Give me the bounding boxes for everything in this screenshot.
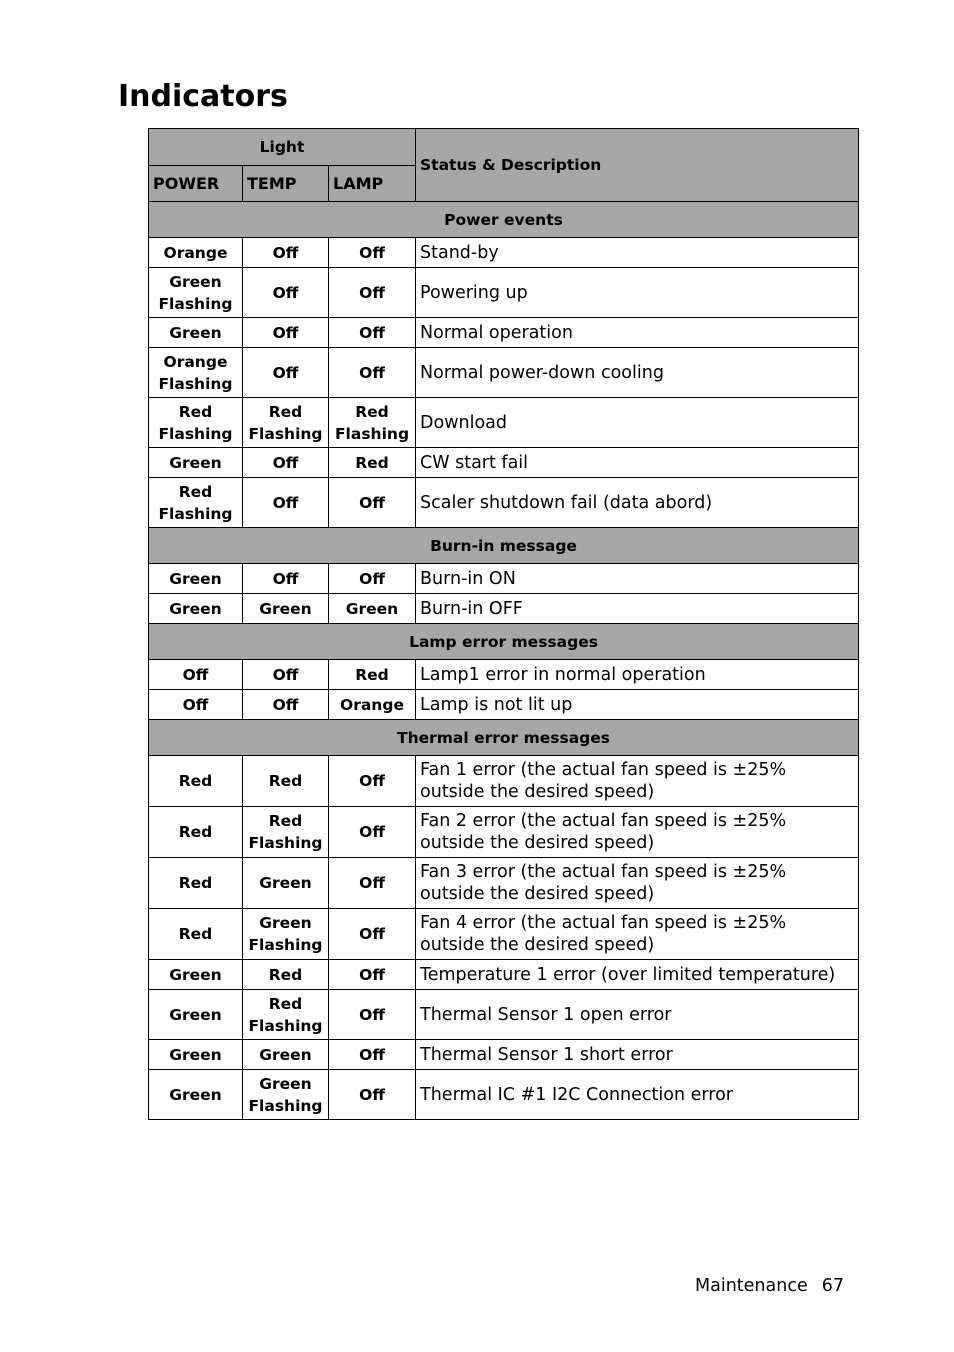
light-state: Off [359, 925, 385, 943]
light-state: Off [272, 363, 299, 382]
table-row [149, 1070, 859, 1120]
light-state: Off [182, 665, 209, 684]
light-state: Flashing [248, 424, 323, 443]
light-state: Flashing [334, 424, 410, 443]
page-title: Indicators [118, 79, 288, 114]
cell-lamp [329, 807, 416, 858]
section-row [149, 528, 859, 564]
cell-description: Download [416, 398, 859, 448]
cell-lamp [329, 990, 416, 1040]
section-row [149, 624, 859, 660]
light-state: Flashing [158, 374, 233, 393]
light-state: Off [359, 493, 385, 512]
light-state: Flashing [158, 424, 233, 443]
light-state: Flashing [248, 834, 323, 852]
header-light: Light [149, 129, 416, 166]
section-row [149, 720, 859, 756]
cell-power [149, 690, 243, 720]
cell-temp [243, 478, 329, 528]
light-state: Green [169, 599, 222, 618]
indicators-table [148, 128, 859, 1120]
cell-lamp [329, 348, 416, 398]
cell-lamp [329, 448, 416, 478]
light-state: Red [355, 402, 389, 421]
cell-description: Fan 1 error (the actual fan speed is ±25% outside the desired speed) [416, 756, 859, 807]
cell-power [149, 398, 243, 448]
section-title: Thermal error messages [149, 720, 859, 756]
section-title: Lamp error messages [149, 624, 859, 660]
cell-lamp [329, 756, 416, 807]
cell-lamp [329, 318, 416, 348]
light-state: Off [272, 695, 299, 714]
cell-lamp [329, 960, 416, 990]
light-state: Red [268, 402, 303, 421]
light-state: Off [359, 569, 385, 588]
light-state: Green [259, 914, 312, 932]
cell-power [149, 594, 243, 624]
cell-description: Lamp is not lit up [416, 690, 859, 720]
cell-description: Scaler shutdown fail (data abord) [416, 478, 859, 528]
light-state: Flashing [158, 294, 233, 313]
light-state: Red [355, 453, 389, 472]
light-state: Off [359, 965, 385, 984]
section-title: Burn-in message [149, 528, 859, 564]
cell-description: Thermal Sensor 1 open error [416, 990, 859, 1040]
section-title: Power events [149, 202, 859, 238]
cell-lamp [329, 478, 416, 528]
cell-lamp [329, 564, 416, 594]
cell-temp [243, 690, 329, 720]
light-state: Green [259, 599, 312, 618]
cell-description: Lamp1 error in normal operation [416, 660, 859, 690]
table-row [149, 660, 859, 690]
light-state: Green [345, 599, 399, 618]
cell-temp [243, 1040, 329, 1070]
cell-lamp [329, 594, 416, 624]
cell-description: Thermal Sensor 1 short error [416, 1040, 859, 1070]
header-power: POWER [149, 166, 243, 202]
light-state: Off [359, 823, 385, 841]
light-state: Red [178, 823, 213, 841]
light-state: Off [272, 665, 299, 684]
table-row [149, 1040, 859, 1070]
light-state: Off [272, 569, 299, 588]
light-state: Off [272, 283, 299, 302]
cell-temp [243, 990, 329, 1040]
light-state: Green [259, 1045, 312, 1064]
section-row [149, 202, 859, 238]
table-row [149, 990, 859, 1040]
light-state: Red [268, 994, 303, 1013]
light-state: Red [178, 402, 213, 421]
cell-temp [243, 807, 329, 858]
cell-description: Stand-by [416, 238, 859, 268]
cell-temp [243, 1070, 329, 1120]
light-state: Off [359, 772, 385, 790]
light-state: Red [178, 874, 213, 892]
cell-power [149, 990, 243, 1040]
cell-power [149, 1070, 243, 1120]
cell-power [149, 478, 243, 528]
cell-description: Powering up [416, 268, 859, 318]
light-state: Red [268, 812, 303, 830]
light-state: Orange [163, 352, 228, 371]
cell-power [149, 858, 243, 909]
cell-lamp [329, 690, 416, 720]
table-row [149, 268, 859, 318]
cell-power [149, 448, 243, 478]
cell-temp [243, 238, 329, 268]
light-state: Green [169, 453, 222, 472]
cell-description: Temperature 1 error (over limited temperature) [416, 960, 859, 990]
cell-temp [243, 858, 329, 909]
header-status-description: Status & Description [416, 129, 859, 202]
cell-power [149, 660, 243, 690]
cell-power [149, 909, 243, 960]
light-state: Red [355, 665, 389, 684]
cell-power [149, 807, 243, 858]
light-state: Off [272, 323, 299, 342]
light-state: Red [178, 482, 213, 501]
table-row [149, 398, 859, 448]
light-state: Off [272, 453, 299, 472]
cell-lamp [329, 268, 416, 318]
cell-description: Fan 4 error (the actual fan speed is ±25% outside the desired speed) [416, 909, 859, 960]
table-row [149, 448, 859, 478]
cell-description: Burn-in OFF [416, 594, 859, 624]
light-state: Flashing [158, 504, 233, 523]
light-state: Off [359, 363, 385, 382]
cell-description: Fan 2 error (the actual fan speed is ±25% outside the desired speed) [416, 807, 859, 858]
cell-lamp [329, 858, 416, 909]
light-state: Red [268, 772, 303, 790]
cell-description: Normal operation [416, 318, 859, 348]
light-state: Off [359, 1045, 385, 1064]
cell-temp [243, 348, 329, 398]
cell-lamp [329, 1070, 416, 1120]
light-state: Off [182, 695, 209, 714]
cell-lamp [329, 660, 416, 690]
table-row [149, 858, 859, 909]
cell-description: Thermal IC #1 I2C Connection error [416, 1070, 859, 1120]
cell-power [149, 756, 243, 807]
cell-lamp [329, 909, 416, 960]
cell-description: Normal power-down cooling [416, 348, 859, 398]
light-state: Off [272, 243, 299, 262]
light-state: Orange [340, 695, 404, 714]
light-state: Off [359, 1085, 385, 1104]
page-footer [695, 1276, 844, 1296]
table-row [149, 478, 859, 528]
table-row [149, 238, 859, 268]
cell-temp [243, 564, 329, 594]
cell-temp [243, 756, 329, 807]
cell-description: Burn-in ON [416, 564, 859, 594]
table-body [149, 202, 859, 1120]
light-state: Off [359, 1005, 385, 1024]
light-state: Off [359, 243, 385, 262]
cell-lamp [329, 238, 416, 268]
cell-temp [243, 398, 329, 448]
light-state: Green [169, 1085, 222, 1104]
light-state: Flashing [248, 1016, 323, 1035]
light-state: Red [178, 925, 213, 943]
cell-power [149, 318, 243, 348]
light-state: Off [359, 283, 385, 302]
cell-description: CW start fail [416, 448, 859, 478]
cell-power [149, 268, 243, 318]
light-state: Green [259, 874, 312, 892]
table-row [149, 690, 859, 720]
light-state: Green [169, 272, 222, 291]
light-state: Flashing [248, 936, 323, 954]
table-row [149, 318, 859, 348]
footer-section: Maintenance [695, 1276, 808, 1296]
light-state: Red [268, 965, 303, 984]
page-number: 67 [821, 1276, 844, 1296]
table-row [149, 909, 859, 960]
light-state: Off [359, 323, 385, 342]
cell-temp [243, 448, 329, 478]
cell-description: Fan 3 error (the actual fan speed is ±25% outside the desired speed) [416, 858, 859, 909]
cell-power [149, 564, 243, 594]
light-state: Off [272, 493, 299, 512]
cell-power [149, 348, 243, 398]
light-state: Green [169, 965, 222, 984]
cell-temp [243, 594, 329, 624]
light-state: Green [169, 1005, 222, 1024]
cell-temp [243, 660, 329, 690]
table-row [149, 564, 859, 594]
cell-temp [243, 960, 329, 990]
cell-temp [243, 268, 329, 318]
light-state: Green [169, 323, 222, 342]
light-state: Green [259, 1074, 312, 1093]
table-row [149, 594, 859, 624]
table-row [149, 348, 859, 398]
table-row [149, 756, 859, 807]
header-temp: TEMP [243, 166, 329, 202]
light-state: Flashing [248, 1096, 323, 1115]
light-state: Off [359, 874, 385, 892]
cell-lamp [329, 1040, 416, 1070]
light-state: Green [169, 569, 222, 588]
cell-power [149, 1040, 243, 1070]
light-state: Green [169, 1045, 222, 1064]
cell-temp [243, 909, 329, 960]
light-state: Orange [163, 243, 228, 262]
table-row [149, 960, 859, 990]
light-state: Red [178, 772, 213, 790]
cell-power [149, 960, 243, 990]
table-row [149, 807, 859, 858]
header-lamp: LAMP [329, 166, 416, 202]
cell-lamp [329, 398, 416, 448]
cell-temp [243, 318, 329, 348]
cell-power [149, 238, 243, 268]
